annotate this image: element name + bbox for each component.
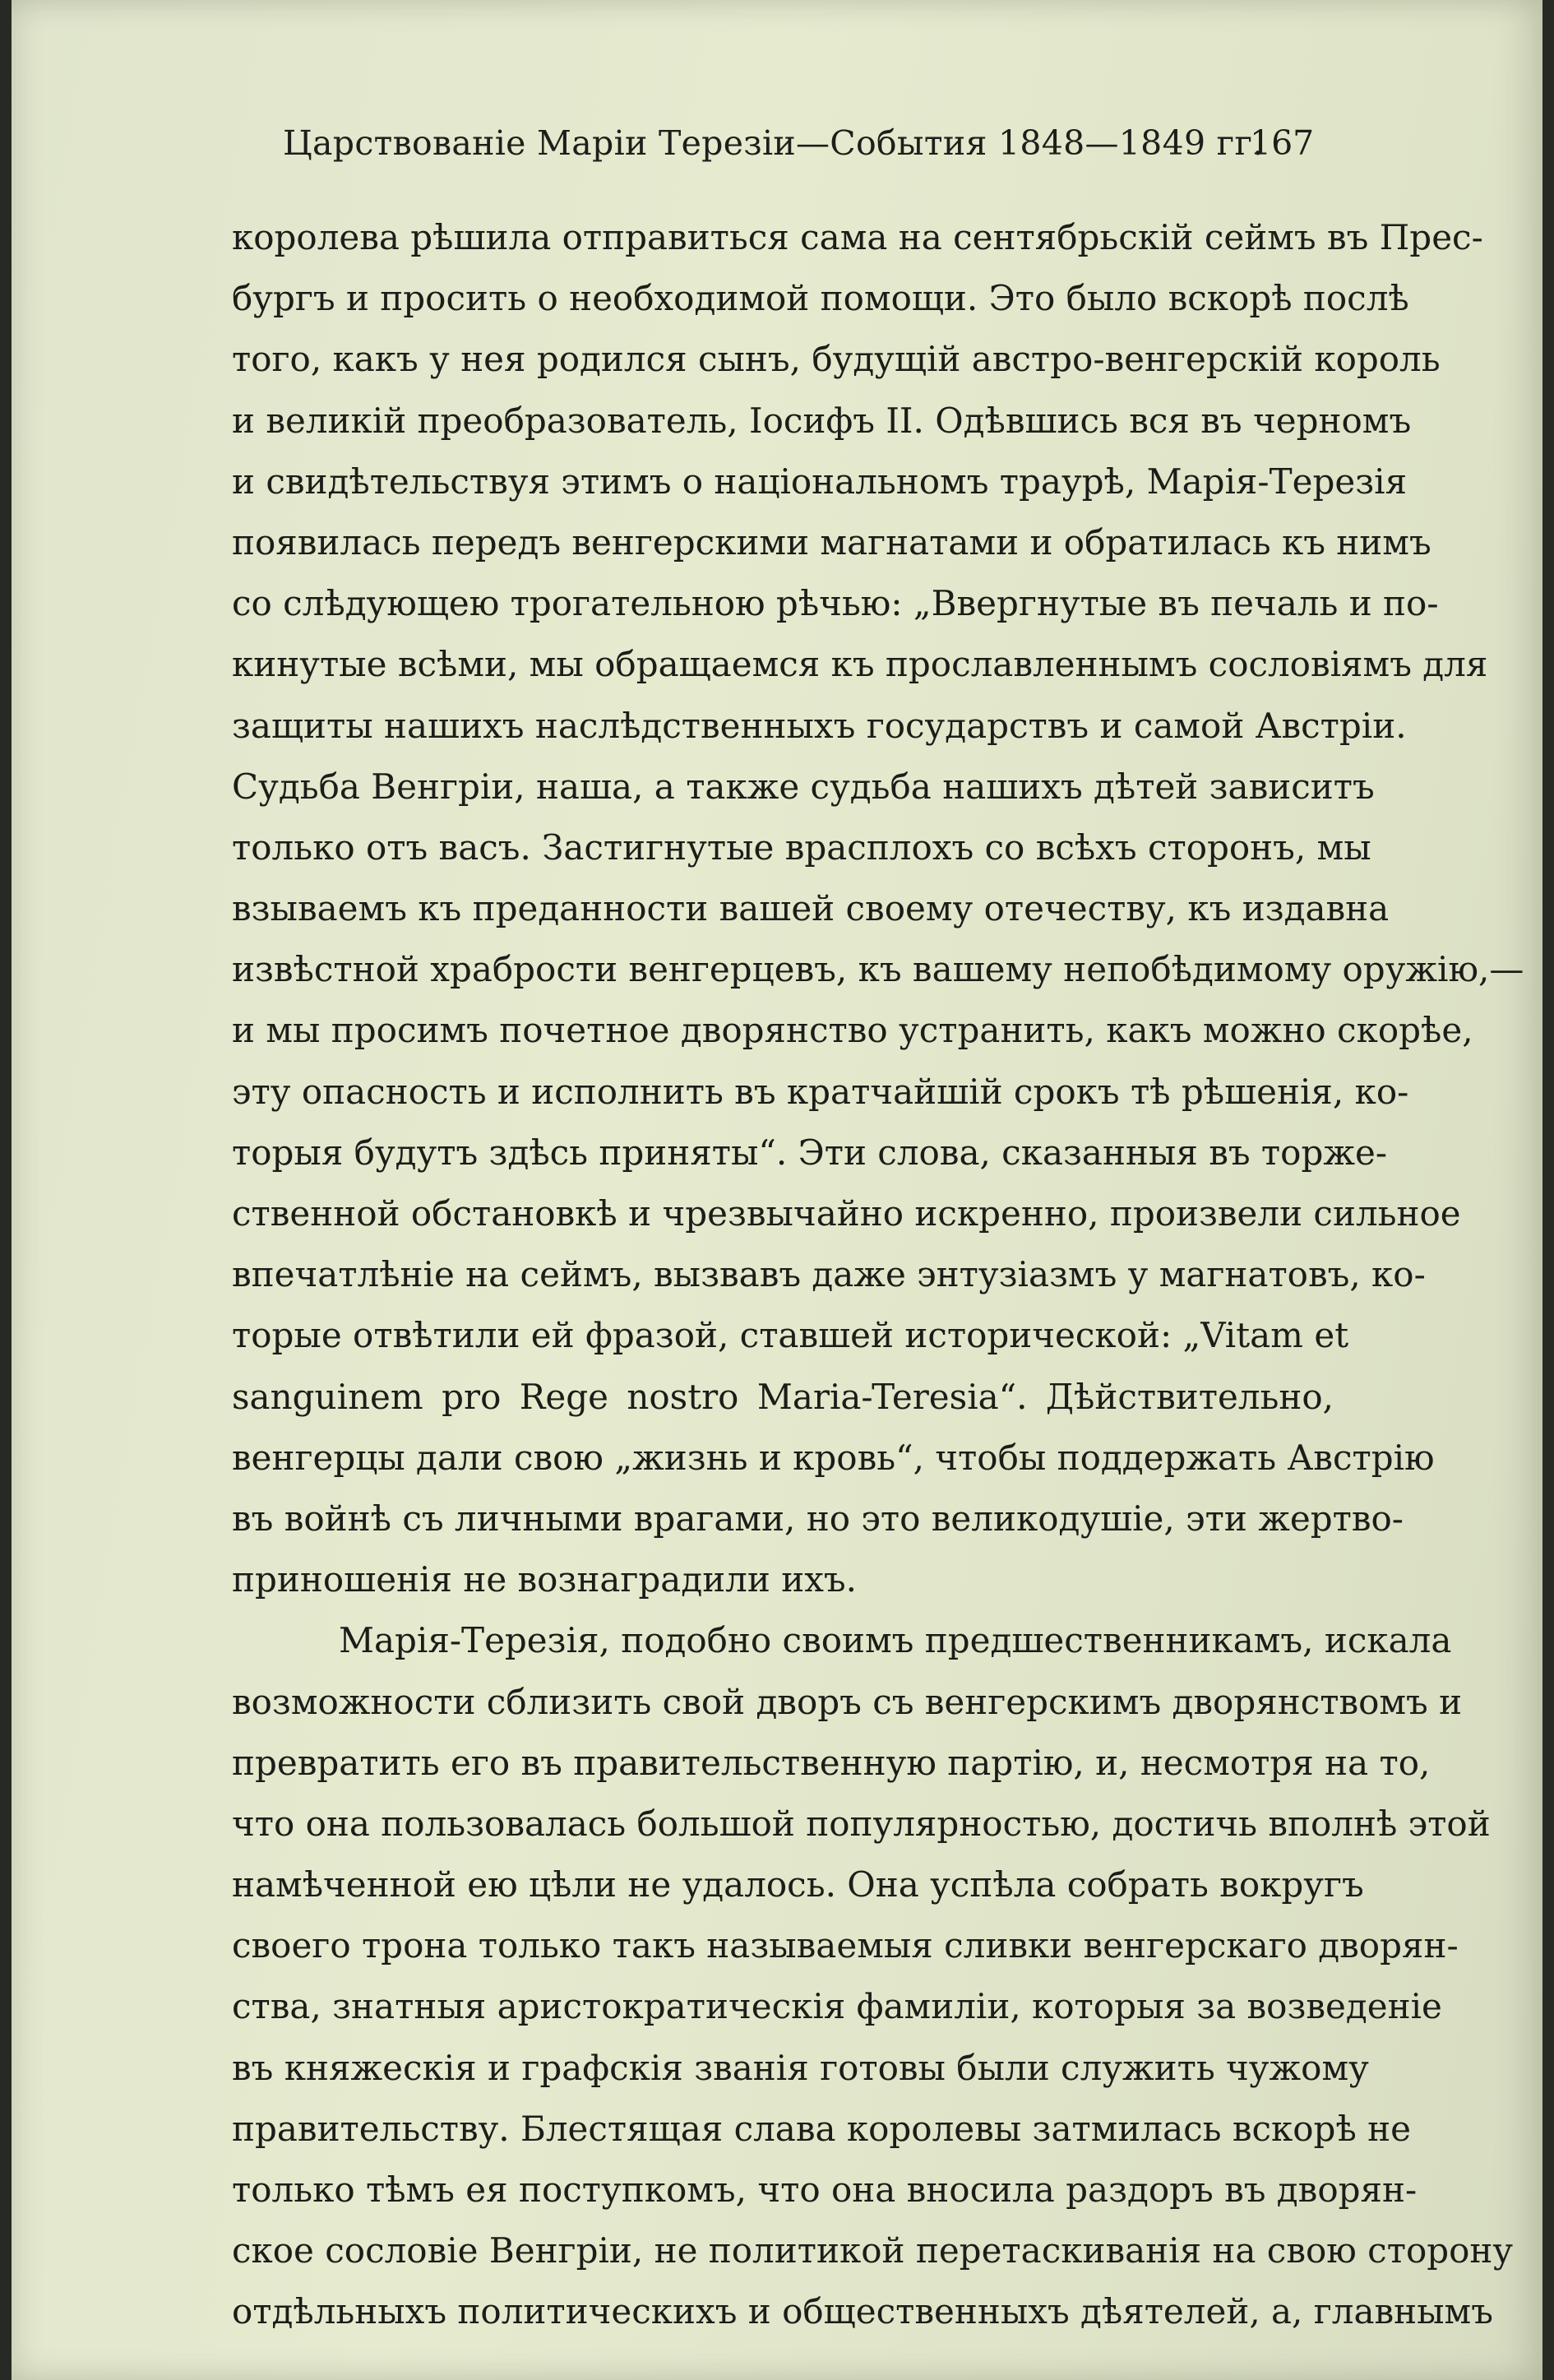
text-line: въ княжескія и графскія званія готовы были служить чужому	[232, 2047, 1369, 2088]
page-header	[283, 123, 1315, 181]
text-line: только отъ васъ. Застигнутые врасплохъ со всѣхъ сторонъ, мы	[232, 827, 1371, 868]
text-line: намѣченной ею цѣли не удалось. Она успѣла собрать вокругъ	[232, 1864, 1364, 1905]
running-title: Царствованіе Маріи Терезіи—События 1848—1849 гг.	[283, 123, 1264, 163]
book-page	[12, 0, 1542, 2380]
text-line: королева рѣшила отправиться сама на сентябрьскій сеймъ въ Прес-	[232, 217, 1483, 257]
text-line: Судьба Венгріи, наша, а также судьба нашихъ дѣтей зависитъ	[232, 766, 1375, 807]
text-line: приношенія не вознаградили ихъ.	[232, 1559, 857, 1600]
text-line: защиты нашихъ наслѣдственныхъ государствъ и самой Австріи.	[232, 705, 1407, 746]
text-line: возможности сблизить свой дворъ съ венгерскимъ дворянствомъ и	[232, 1681, 1463, 1722]
text-line: ства, знатныя аристократическія фамиліи, которыя за возведеніе	[232, 1986, 1442, 2027]
text-line: торыя будутъ здѣсь приняты“. Эти слова, сказанныя въ торже-	[232, 1132, 1388, 1173]
page-number: 167	[1250, 123, 1315, 163]
text-line: эту опасность и исполнить въ кратчайшій срокъ тѣ рѣшенія, ко-	[232, 1071, 1409, 1112]
text-line: ственной обстановкѣ и чрезвычайно искренно, произвели сильное	[232, 1193, 1461, 1234]
text-line: извѣстной храбрости венгерцевъ, къ вашему непобѣдимому оружію,—	[232, 949, 1524, 990]
text-line: и свидѣтельствуя этимъ о національномъ траурѣ, Марія-Терезія	[232, 461, 1408, 502]
text-line: бургъ и просить о необходимой помощи. Это было вскорѣ послѣ	[232, 278, 1409, 319]
text-line: взываемъ къ преданности вашей своему отечеству, къ издавна	[232, 888, 1390, 929]
text-line: и великій преобразователь, Іосифъ II. Одѣвшись вся въ черномъ	[232, 400, 1412, 441]
text-line: и мы просимъ почетное дворянство устранить, какъ можно скорѣе,	[232, 1010, 1473, 1051]
text-line: что она пользовалась большой популярностью, достичь вполнѣ этой	[232, 1803, 1491, 1844]
text-line: превратить его въ правительственную партію, и, несмотря на то,	[232, 1742, 1431, 1783]
text-line: въ войнѣ съ личными врагами, но это великодушіе, эти жертво-	[232, 1498, 1404, 1539]
text-line: появилась передъ венгерскими магнатами и обратилась къ нимъ	[232, 521, 1431, 563]
text-line: того, какъ у нея родился сынъ, будущій австро-венгерскій король	[232, 339, 1441, 380]
text-line: со слѣдующею трогательною рѣчью: „Ввергнутые въ печаль и по-	[232, 583, 1439, 624]
text-line: торые отвѣтили ей фразой, ставшей исторической: „Vitam et	[232, 1315, 1349, 1356]
text-line: своего трона только такъ называемыя сливки венгерскаго дворян-	[232, 1925, 1459, 1966]
text-line: правительству. Блестящая слава королевы затмилась вскорѣ не	[232, 2108, 1411, 2149]
text-line: впечатлѣніе на сеймъ, вызвавъ даже энтузіазмъ у магнатовъ, ко-	[232, 1254, 1426, 1295]
text-line: ское сословіе Венгріи, не политикой перетаскиванія на свою сторону	[232, 2230, 1514, 2271]
text-line: sanguinem pro Rege nostro Maria-Teresia“. Дѣйствительно,	[232, 1376, 1334, 1417]
text-line: кинутые всѣми, мы обращаемся къ прославленнымъ сословіямъ для	[232, 644, 1488, 685]
body-text	[232, 207, 1524, 2343]
text-line: только тѣмъ ея поступкомъ, что она вносила раздоръ въ дворян-	[232, 2169, 1418, 2210]
text-line: отдѣльныхъ политическихъ и общественныхъ дѣятелей, а, главнымъ	[232, 2291, 1493, 2332]
text-line: венгерцы дали свою „жизнь и кровь“, чтобы поддержать Австрію	[232, 1437, 1435, 1478]
text-line: Марія-Терезія, подобно своимъ предшественникамъ, искала	[339, 1620, 1452, 1661]
